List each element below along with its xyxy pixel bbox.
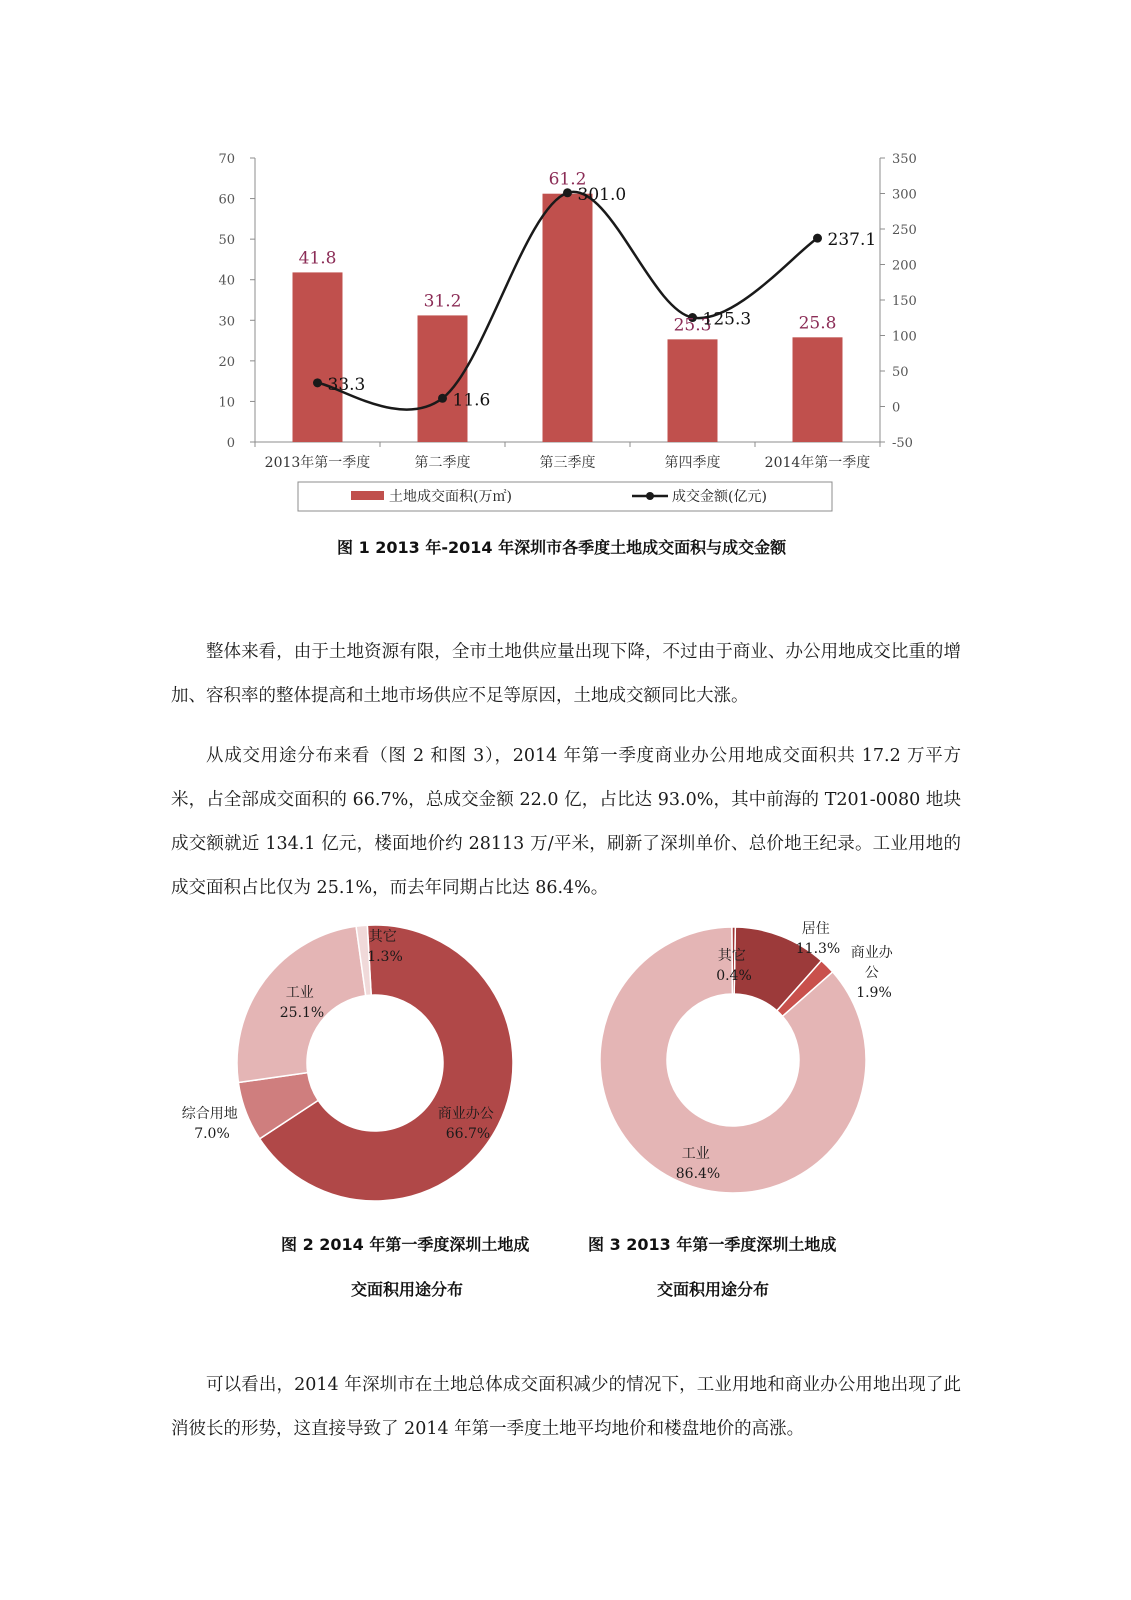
right-tick-label: 250 bbox=[892, 223, 917, 238]
legend-line-marker bbox=[646, 492, 654, 500]
slice-label-other: 其它 1.3% bbox=[367, 929, 403, 965]
figure-3-caption-line-1: 图 3 2013 年第一季度深圳土地成 bbox=[588, 1235, 837, 1254]
line-value-label: 11.6 bbox=[452, 390, 491, 411]
line-value-label: 125.3 bbox=[702, 309, 752, 330]
right-tick-label: 50 bbox=[892, 365, 909, 380]
legend-bar-swatch bbox=[351, 491, 384, 500]
right-tick-label: 200 bbox=[892, 258, 917, 274]
left-tick-label: 20 bbox=[218, 354, 235, 370]
left-tick-label: 40 bbox=[218, 273, 235, 289]
donut-slices bbox=[600, 927, 866, 1193]
left-tick-label: 30 bbox=[218, 314, 235, 330]
bar bbox=[793, 337, 843, 442]
paragraph-1: 整体来看，由于土地资源有限，全市土地供应量出现下降，不过由于商业、办公用地成交比重的增加、容积率的整体提高和土地市场供应不足等原因，土地成交额同比大涨。 bbox=[171, 642, 961, 706]
line-value-label: 33.3 bbox=[327, 374, 366, 395]
x-tick-label: 第三季度 bbox=[539, 455, 596, 471]
right-tick-label: -50 bbox=[892, 436, 913, 451]
right-tick-label: 100 bbox=[892, 329, 917, 345]
donut-chart-2013 bbox=[600, 920, 930, 1220]
slice-label-industrial: 工业 25.1% bbox=[279, 985, 325, 1021]
slice-label-commercial: 商业办 公 1.9% bbox=[850, 945, 893, 1001]
bar bbox=[293, 272, 343, 442]
left-tick-label: 0 bbox=[226, 436, 235, 451]
line-point bbox=[438, 394, 447, 403]
bar-value-label: 31.2 bbox=[423, 291, 462, 312]
donut-slices bbox=[237, 925, 513, 1201]
line-point bbox=[313, 378, 322, 387]
figure-2-caption-line-2: 交面积用途分布 bbox=[351, 1280, 464, 1299]
x-tick-label: 第二季度 bbox=[414, 455, 471, 471]
left-tick-label: 10 bbox=[218, 395, 235, 411]
figure-1-caption: 图 1 2013 年-2014 年深圳市各季度土地成交面积与成交金额 bbox=[337, 538, 787, 557]
left-tick-label: 70 bbox=[218, 152, 235, 167]
slice-label-industrial: 工业 86.4% bbox=[675, 1146, 721, 1182]
paragraph-2: 从成交用途分布来看（图 2 和图 3），2014 年第一季度商业办公用地成交面积共 17.2 万平方米，占全部成交面积的 66.7%，总成交金额 22.0 亿，占比达 93.0%，其中前海的 T201-0080 地块成交额就近 134.1 亿元，楼面地价约 28113 万/平米，刷新了深圳单价、总价地王纪录。工业用地的成交面积占比仅为 25.1%，而去年同期占比达 86.4%。 bbox=[171, 746, 961, 898]
figure-2-caption-line-1: 图 2 2014 年第一季度深圳土地成 bbox=[281, 1235, 530, 1254]
slice-label-residential: 居住 11.3% bbox=[795, 921, 841, 957]
line-value-label: 301.0 bbox=[577, 184, 627, 205]
right-tick-label: 0 bbox=[892, 400, 901, 416]
bar-value-label: 25.3 bbox=[673, 315, 712, 336]
x-tick-label: 2013年第一季度 bbox=[264, 455, 371, 471]
slice-label-mixed: 综合用地 7.0% bbox=[181, 1106, 238, 1142]
chart-legend bbox=[298, 482, 832, 511]
legend-line-label: 成交金额(亿元) bbox=[672, 489, 767, 505]
line-value-label: 237.1 bbox=[827, 230, 877, 251]
line-point bbox=[813, 234, 822, 243]
bar bbox=[668, 339, 718, 442]
donut-chart-2014 bbox=[170, 920, 560, 1230]
bar-value-label: 41.8 bbox=[298, 248, 337, 269]
x-tick-label: 2014年第一季度 bbox=[764, 455, 871, 471]
right-tick-label: 300 bbox=[892, 187, 917, 203]
left-tick-label: 60 bbox=[218, 192, 235, 208]
bar bbox=[543, 194, 593, 442]
combo-chart bbox=[0, 0, 1131, 520]
figure-3-caption-line-2: 交面积用途分布 bbox=[657, 1280, 770, 1299]
bar-value-label: 25.8 bbox=[798, 313, 837, 334]
slice-label-other: 其它 0.4% bbox=[716, 948, 752, 984]
legend-bar-label: 土地成交面积(万㎡) bbox=[389, 489, 512, 505]
left-tick-label: 50 bbox=[218, 233, 235, 249]
slice-label-commercial: 商业办公 66.7% bbox=[437, 1106, 494, 1142]
right-tick-label: 150 bbox=[892, 294, 917, 309]
right-tick-label: 350 bbox=[892, 152, 917, 167]
bar-value-label: 61.2 bbox=[548, 169, 587, 190]
paragraph-3: 可以看出，2014 年深圳市在土地总体成交面积减少的情况下，工业用地和商业办公用地出现了此消彼长的形势，这直接导致了 2014 年第一季度土地平均地价和楼盘地价的高涨。 bbox=[171, 1375, 961, 1439]
x-tick-label: 第四季度 bbox=[664, 455, 721, 471]
